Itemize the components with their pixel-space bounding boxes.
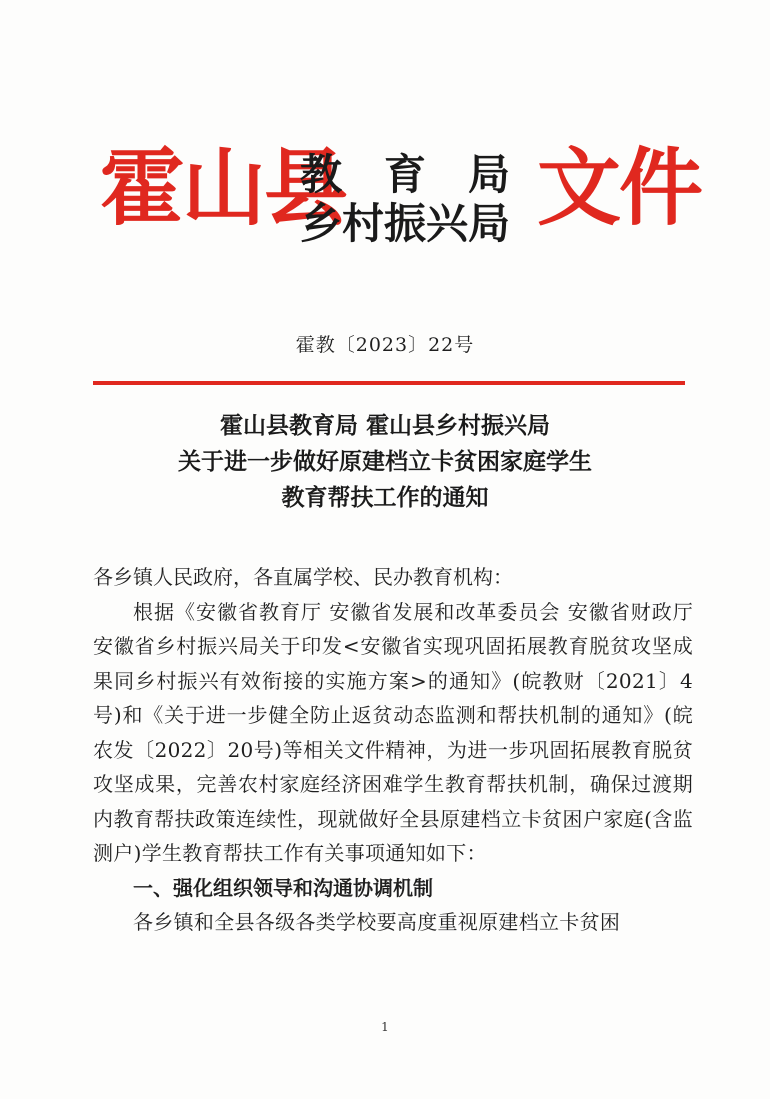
section-heading-1: 一、强化组织领导和沟通协调机制 [133, 875, 433, 900]
page-number: 1 [381, 1020, 389, 1034]
letterhead-org-rural: 乡村振兴局 [300, 199, 511, 248]
document-body [93, 560, 693, 940]
document-number: 霍教〔2023〕22号 [295, 334, 475, 356]
document-title [0, 408, 770, 516]
title-line-3: 教育帮扶工作的通知 [281, 484, 489, 511]
letterhead-doc-type: 文件 [537, 139, 702, 237]
red-divider-rule [93, 381, 685, 385]
letterhead-org-stack [300, 150, 553, 248]
paragraph-1: 根据《安徽省教育厅 安徽省发展和改革委员会 安徽省财政厅 安徽省乡村振兴局关于印发<安徽省实现巩固拓展教育脱贫攻坚成果同乡村振兴有效衔接的实施方案>的通知》(皖教财〔2021〕4号)和《关于进一步健全防止返贫动态监测和帮扶机制的通知》(皖农发〔2022〕20号)等相关文件精神，为进一步巩固拓展教育脱贫攻坚成果，完善农村家庭经济困难学生教育帮扶机制，确保过渡期内教育帮扶政策连续性，现就做好全县原建档立卡贫困户家庭(含监测户)学生教育帮扶工作有关事项通知如下： [93, 599, 693, 865]
title-line-1: 霍山县教育局 霍山县乡村振兴局 [219, 412, 550, 439]
letterhead-county: 霍山县 [100, 139, 347, 237]
salutation: 各乡镇人民政府，各直属学校、民办教育机构： [93, 565, 513, 589]
letterhead-org-education: 教育局 [300, 150, 553, 199]
title-line-2: 关于进一步做好原建档立卡贫困家庭学生 [178, 448, 592, 475]
paragraph-2: 各乡镇和全县各级各类学校要高度重视原建档立卡贫困 [133, 910, 621, 934]
